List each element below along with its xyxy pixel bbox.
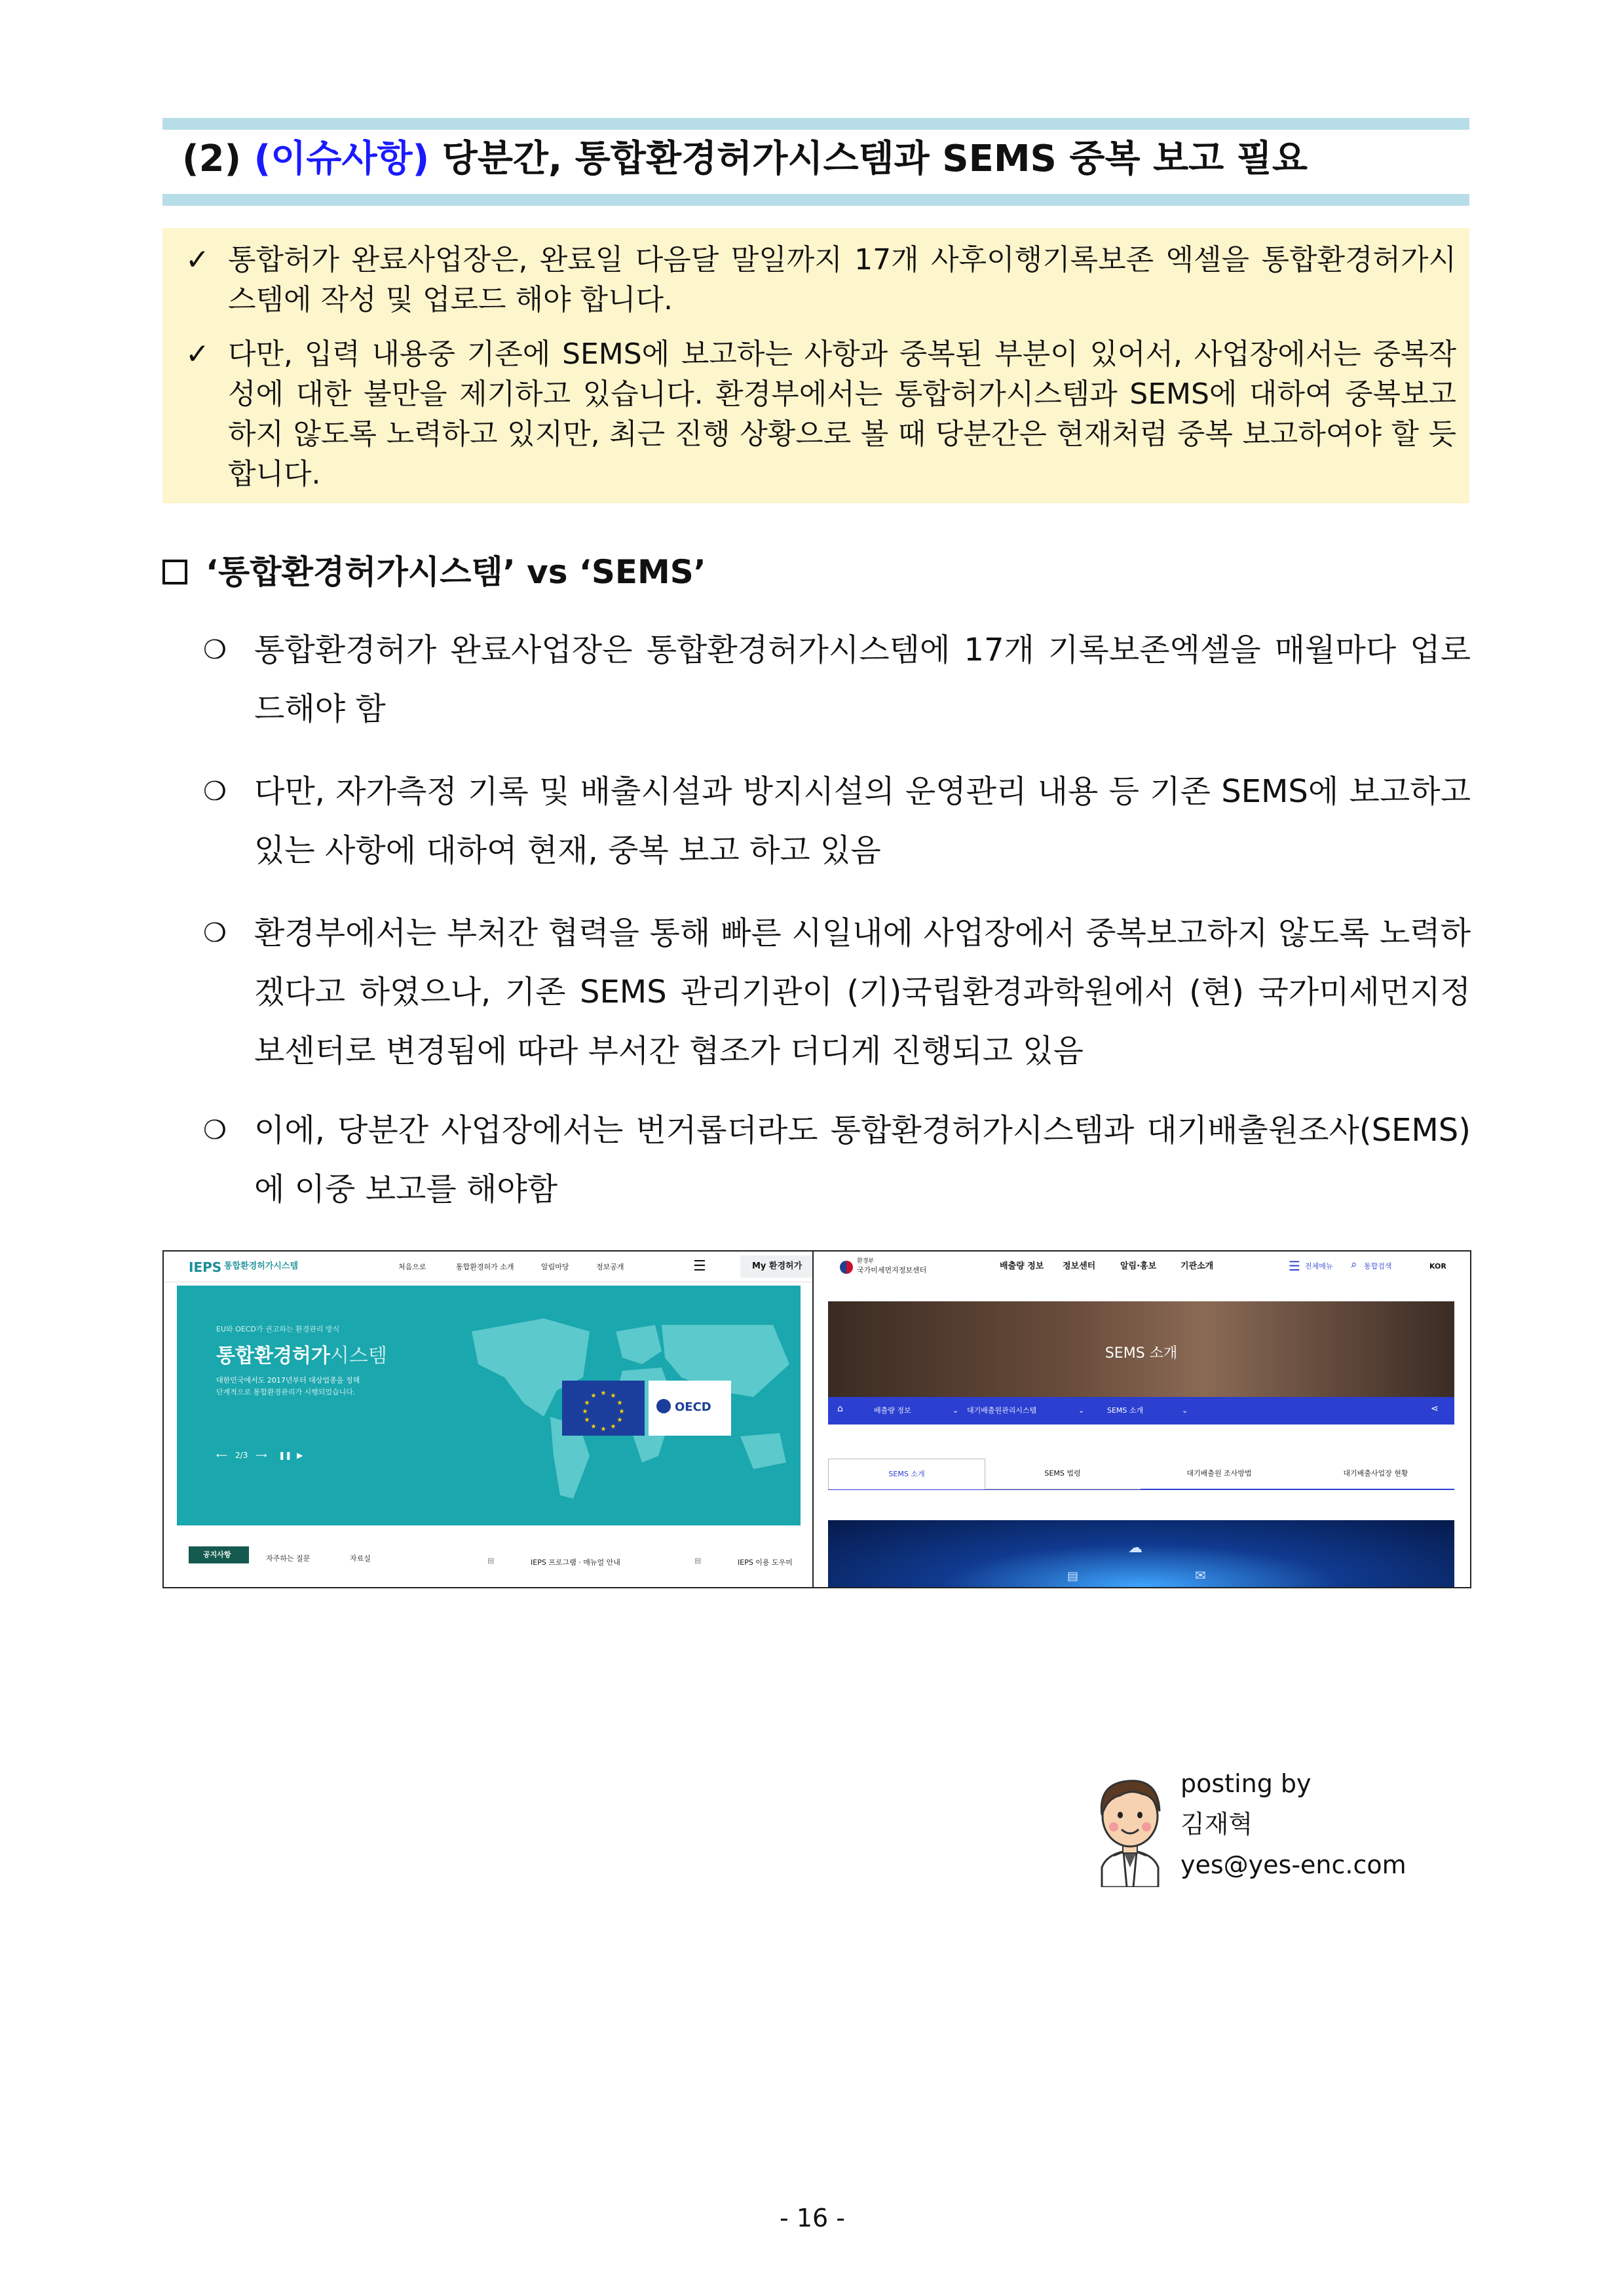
oecd-logo: OECD bbox=[649, 1381, 731, 1436]
svg-text:★: ★ bbox=[584, 1400, 590, 1407]
circle-bullet-icon: ❍ bbox=[203, 776, 227, 807]
ieps-logo-name: 통합환경허가시스템 bbox=[224, 1261, 299, 1271]
breadcrumb-item[interactable]: 배출량 정보 bbox=[874, 1406, 911, 1415]
document-icon: ▤ bbox=[1067, 1569, 1079, 1583]
poster-name: 김재혁 bbox=[1180, 1810, 1253, 1839]
circle-bullet-icon: ❍ bbox=[203, 1115, 227, 1145]
tab-sems-status[interactable]: 대기배출사업장 현황 bbox=[1343, 1469, 1408, 1478]
heading-title: 당분간, 통합환경허가시스템과 SEMS 중복 보고 필요 bbox=[442, 138, 1308, 180]
svg-text:★: ★ bbox=[584, 1417, 590, 1424]
section-title-text: ‘통합환경허가시스템’ vs ‘SEMS’ bbox=[206, 553, 706, 591]
sems-org-small: 환경부 bbox=[857, 1258, 875, 1265]
tab-sems-law[interactable]: SEMS 법령 bbox=[985, 1459, 1141, 1489]
check-icon: ✓ bbox=[185, 337, 210, 371]
bullet-item bbox=[203, 762, 1471, 880]
ieps-nav-about[interactable]: 통합환경허가 소개 bbox=[456, 1263, 514, 1271]
svg-text:★: ★ bbox=[616, 1417, 623, 1424]
sems-header bbox=[814, 1252, 1470, 1282]
ieps-nav-info[interactable]: 정보공개 bbox=[596, 1263, 624, 1271]
page-number: - 16 - bbox=[780, 2204, 845, 2232]
sems-lang-button[interactable]: KOR bbox=[1429, 1262, 1446, 1271]
document-icon: ▤ bbox=[487, 1556, 495, 1565]
svg-text:★: ★ bbox=[610, 1423, 616, 1430]
poster-label: posting by bbox=[1180, 1769, 1312, 1798]
website-screenshots bbox=[162, 1250, 1471, 1588]
prev-arrow-icon[interactable]: ⟵ bbox=[216, 1451, 228, 1460]
bullet-text: 다만, 자가측정 기록 및 배출시설과 방지시설의 운영관리 내용 등 기존 SEMS에 보고하고 있는 사항에 대하여 현재, 중복 보고 하고 있음 bbox=[254, 773, 1471, 869]
poster-email: yes@yes-enc.com bbox=[1180, 1850, 1407, 1879]
pause-icon[interactable]: ❚❚ bbox=[278, 1451, 292, 1460]
bullet-text: 통합환경허가 완료사업장은 통합환경허가시스템에 17개 기록보존엑셀을 매월마다 업로드해야 함 bbox=[254, 632, 1471, 727]
check-icon: ✓ bbox=[185, 243, 210, 277]
sems-tabs bbox=[828, 1459, 1454, 1490]
ieps-screenshot bbox=[164, 1252, 814, 1587]
ieps-tab-data[interactable]: 자료실 bbox=[350, 1554, 371, 1563]
play-icon[interactable]: ▶ bbox=[297, 1451, 303, 1460]
ieps-hero-desc1: 대한민국에서도 2017년부터 대상업종을 정해 bbox=[216, 1376, 360, 1385]
svg-text:★: ★ bbox=[582, 1408, 588, 1415]
section-heading bbox=[182, 126, 1308, 192]
share-icon[interactable]: ⋖ bbox=[1431, 1404, 1439, 1414]
avatar bbox=[1087, 1769, 1173, 1887]
document-icon: ▤ bbox=[694, 1556, 702, 1565]
sems-nav-emission[interactable]: 배출량 정보 bbox=[1000, 1261, 1044, 1271]
search-icon[interactable]: ⌕ bbox=[1351, 1258, 1357, 1271]
sems-nav-about[interactable]: 기관소개 bbox=[1180, 1261, 1214, 1271]
ieps-header bbox=[164, 1252, 812, 1282]
chevron-down-icon[interactable]: ⌄ bbox=[1078, 1406, 1085, 1415]
ieps-hero-small: EU와 OECD가 권고하는 환경관리 방식 bbox=[216, 1325, 340, 1333]
note-text: 다만, 입력 내용중 기존에 SEMS에 보고하는 사항과 중복된 부분이 있어서, 사업장에서는 중복작성에 대한 불만을 제기하고 있습니다. 환경부에서는 통합허가시스템과 SEMS에 대하여 중복보고 하지 않도록 노력하고 있지만, 최근 진행 상황으로 볼 때 당분간은 현재처럼 중복 보고하여야 할 듯 합니다. bbox=[228, 337, 1456, 491]
svg-text:★: ★ bbox=[610, 1392, 616, 1400]
taegeuk-emblem-icon bbox=[840, 1261, 853, 1274]
ieps-my-button[interactable]: My 환경허가 bbox=[740, 1255, 812, 1278]
svg-text:★: ★ bbox=[616, 1400, 623, 1407]
hamburger-menu-icon[interactable]: ☰ bbox=[1289, 1258, 1300, 1274]
mail-icon: ✉ bbox=[1195, 1567, 1206, 1583]
breadcrumb-item[interactable]: 대기배출원관리시스템 bbox=[967, 1406, 1037, 1415]
ieps-hero bbox=[177, 1286, 801, 1525]
bullet-item bbox=[203, 1101, 1471, 1219]
circle-bullet-icon: ❍ bbox=[203, 635, 227, 665]
section-title bbox=[162, 549, 706, 595]
note-text: 통합허가 완료사업장은, 완료일 다음달 말일까지 17개 사후이행기록보존 엑셀을 통합환경허가시스템에 작성 및 업로드 해야 합니다. bbox=[228, 243, 1456, 316]
chevron-down-icon[interactable]: ⌄ bbox=[1182, 1406, 1188, 1415]
note-item bbox=[185, 240, 1456, 320]
svg-text:★: ★ bbox=[600, 1426, 607, 1433]
ieps-logo-prefix: IEPS bbox=[189, 1259, 222, 1275]
tab-sems-intro[interactable]: SEMS 소개 bbox=[828, 1459, 985, 1489]
bullet-text: 이에, 당분간 사업장에서는 번거롭더라도 통합환경허가시스템과 대기배출원조사(SEMS)에 이중 보고를 해야함 bbox=[254, 1112, 1471, 1208]
ieps-link-help[interactable]: IEPS 이용 도우미 bbox=[738, 1558, 793, 1567]
bullet-text: 환경부에서는 부처간 협력을 통해 빠른 시일내에 사업장에서 중복보고하지 않도록 노력하겠다고 하였으나, 기존 SEMS 관리기관이 (기)국립환경과학원에서 (현) 국가미세먼지정보센터로 변경됨에 따라 부서간 협조가 더디게 진행되고 있음 bbox=[254, 915, 1471, 1069]
note-item bbox=[185, 334, 1456, 494]
svg-text:★: ★ bbox=[590, 1392, 597, 1400]
sems-util-search[interactable]: 통합검색 bbox=[1364, 1262, 1392, 1271]
tab-sems-method[interactable]: 대기배출원 조사방법 bbox=[1186, 1469, 1252, 1478]
ieps-nav-home[interactable]: 처음으로 bbox=[398, 1263, 426, 1271]
sems-breadcrumb bbox=[828, 1397, 1454, 1425]
breadcrumb-item[interactable]: SEMS 소개 bbox=[1107, 1406, 1144, 1415]
heading-issue-label: (이슈사항) bbox=[254, 138, 430, 180]
sems-screenshot bbox=[814, 1252, 1470, 1587]
cloud-icon: ☁ bbox=[1128, 1540, 1142, 1556]
ieps-hero-title: 통합환경허가시스템 bbox=[216, 1345, 387, 1368]
sems-nav-news[interactable]: 알림·홍보 bbox=[1120, 1261, 1157, 1271]
svg-text:★: ★ bbox=[590, 1423, 597, 1430]
ieps-tab-faq[interactable]: 자주하는 질문 bbox=[266, 1554, 311, 1563]
bullet-item bbox=[203, 621, 1471, 738]
hamburger-menu-icon[interactable]: ☰ bbox=[693, 1258, 706, 1274]
eu-flag-icon bbox=[562, 1381, 645, 1436]
sems-network-image bbox=[828, 1520, 1454, 1587]
sems-banner bbox=[828, 1301, 1454, 1397]
ieps-tab-notice[interactable]: 공지사항 bbox=[189, 1546, 249, 1563]
bullet-item bbox=[203, 904, 1471, 1081]
heading-number: (2) bbox=[182, 138, 242, 180]
ieps-hero-desc2: 단계적으로 통합환경관리가 시행되었습니다. bbox=[216, 1388, 356, 1396]
svg-text:★: ★ bbox=[600, 1390, 607, 1397]
next-arrow-icon[interactable]: ⟶ bbox=[255, 1451, 267, 1460]
home-icon[interactable]: ⌂ bbox=[837, 1404, 843, 1414]
circle-bullet-icon: ❍ bbox=[203, 918, 227, 948]
ieps-pager[interactable]: ⟵ 2/3 ⟶ ❚❚ ▶ bbox=[216, 1451, 303, 1460]
sems-banner-title: SEMS 소개 bbox=[1105, 1345, 1178, 1362]
ieps-nav-notice[interactable]: 알림마당 bbox=[541, 1263, 569, 1271]
oecd-globe-icon bbox=[656, 1399, 671, 1413]
heading-band-bottom bbox=[162, 194, 1469, 206]
note-box bbox=[162, 228, 1469, 503]
sems-nav-center[interactable]: 정보센터 bbox=[1063, 1261, 1096, 1271]
chevron-down-icon[interactable]: ⌄ bbox=[953, 1406, 959, 1415]
svg-text:★: ★ bbox=[618, 1408, 625, 1415]
sems-util-menu[interactable]: 전체메뉴 bbox=[1305, 1262, 1333, 1271]
ieps-link-manual[interactable]: IEPS 프로그램 · 매뉴얼 안내 bbox=[531, 1558, 620, 1567]
sems-org-name: 국가미세먼지정보센터 bbox=[857, 1266, 927, 1274]
checkbox-square-icon bbox=[162, 560, 187, 584]
